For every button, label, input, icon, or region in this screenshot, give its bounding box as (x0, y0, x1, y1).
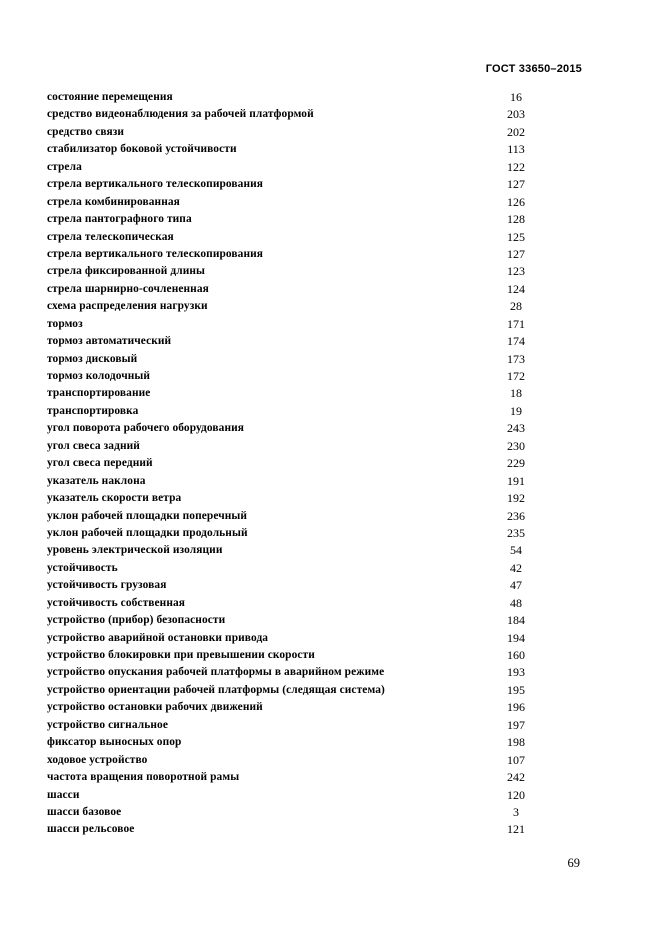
index-term: средство видеонаблюдения за рабочей платформой (47, 108, 314, 121)
index-term: угол свеса передний (47, 457, 153, 470)
index-term-number: 127 (507, 246, 525, 261)
index-term-number: 3 (513, 804, 519, 819)
index-term-number: 128 (507, 212, 525, 227)
index-term: транспортирование (47, 387, 151, 400)
index-entry (47, 542, 547, 559)
index-term-number: 198 (507, 735, 525, 750)
index-term: устройство опускания рабочей платформы в аварийном режиме (47, 666, 385, 679)
index-term-number: 121 (507, 822, 525, 837)
index-term-number: 184 (507, 613, 525, 628)
index-term: тормоз (47, 317, 83, 330)
index-entry (47, 664, 547, 681)
index-term: фиксатор выносных опор (47, 736, 182, 749)
index-term: стрела шарнирно-сочлененная (47, 282, 209, 295)
index-term-number: 122 (507, 159, 525, 174)
index-term-number: 192 (507, 491, 525, 506)
index-term-number: 203 (507, 107, 525, 122)
index-term-number: 48 (510, 595, 522, 610)
index-entry (47, 821, 547, 838)
index-term: уклон рабочей площадки поперечный (47, 509, 248, 522)
index-term-number: 202 (507, 124, 525, 139)
index-term: устройство ориентации рабочей платформы (следящая система) (47, 683, 385, 696)
index-term: уклон рабочей площадки продольный (47, 526, 248, 539)
index-entry (47, 508, 547, 525)
index-entry (47, 804, 547, 821)
index-term-number: 172 (507, 369, 525, 383)
index-term-number: 28 (510, 299, 522, 314)
page-number: 69 (567, 856, 580, 870)
index-term: устройство (прибор) безопасности (47, 614, 226, 627)
index-entry (47, 577, 547, 594)
index-term-number: 230 (507, 438, 525, 453)
index-entry (47, 124, 547, 141)
index-term-number: 19 (510, 403, 522, 418)
index-entry (47, 246, 547, 263)
index-term-number: 194 (507, 630, 525, 645)
index-entry (47, 351, 547, 368)
index-term-number: 173 (507, 351, 525, 366)
index-term: стрела (47, 160, 82, 173)
index-term: шасси (47, 788, 80, 801)
index-entry (47, 734, 547, 751)
index-term-number: 54 (510, 543, 522, 558)
index-term: состояние перемещения (47, 91, 173, 103)
index-term-number: 195 (507, 682, 525, 697)
index-term: устойчивость (47, 561, 118, 574)
index-entry (47, 298, 547, 315)
index-entry (47, 595, 547, 612)
index-term-number: 47 (510, 578, 522, 593)
index-entry (47, 717, 547, 734)
index-term: стрела пантографного типа (47, 213, 192, 226)
index-entry (47, 229, 547, 246)
index-entry (47, 630, 547, 647)
index-term-number: 197 (507, 717, 525, 732)
index-entry (47, 787, 547, 804)
index-entry (47, 647, 547, 664)
index-term: угол поворота рабочего оборудования (47, 422, 245, 435)
index-entry (47, 525, 547, 542)
index-term-number: 174 (507, 334, 525, 349)
index-term: стрела вертикального телескопирования (47, 247, 264, 260)
index-term: устойчивость грузовая (47, 579, 167, 592)
index-term-number: 193 (507, 665, 525, 680)
index-entry (47, 420, 547, 437)
index-entry (47, 612, 547, 629)
index-term: шасси рельсовое (47, 823, 135, 836)
index-term: указатель наклона (47, 474, 146, 487)
index-term: устройство сигнальное (47, 718, 168, 731)
index-entry (47, 263, 547, 280)
index-term: схема распределения нагрузки (47, 300, 208, 313)
index-term: стрела фиксированной длины (47, 265, 206, 278)
index-term-number: 171 (507, 316, 525, 331)
index-entry (47, 455, 547, 472)
index-term: стрела вертикального телескопирования (47, 178, 264, 191)
index-term: стрела телескопическая (47, 230, 174, 243)
index-entry (47, 438, 547, 455)
index-term: стрела комбинированная (47, 195, 180, 208)
index-entry (47, 560, 547, 577)
index-term: транспортировка (47, 404, 139, 417)
index-entry (47, 194, 547, 211)
index-term: устойчивость собственная (47, 596, 186, 609)
index-term: средство связи (47, 125, 125, 138)
index-entry (47, 490, 547, 507)
index-term: тормоз колодочный (47, 370, 151, 382)
index-term-number: 124 (507, 281, 525, 296)
index-term: уровень электрической изоляции (47, 544, 223, 557)
index-term-number: 235 (507, 525, 525, 540)
index-term-number: 196 (507, 700, 525, 715)
index-entry (47, 368, 547, 385)
index-term-number: 229 (507, 456, 525, 471)
term-index-list (47, 89, 547, 839)
index-term-number: 127 (507, 177, 525, 192)
index-entry (47, 176, 547, 193)
index-term-number: 243 (507, 421, 525, 436)
index-entry (47, 211, 547, 228)
index-term: указатель скорости ветра (47, 492, 182, 505)
index-term-number: 236 (507, 508, 525, 523)
index-term: устройство блокировки при превышении скорости (47, 649, 315, 661)
index-entry (47, 316, 547, 333)
index-entry (47, 682, 547, 699)
index-term-number: 107 (507, 752, 525, 767)
index-term-number: 126 (507, 194, 525, 209)
index-term-number: 120 (507, 787, 525, 802)
index-entry (47, 89, 547, 106)
index-entry (47, 141, 547, 158)
index-term-number: 160 (507, 648, 525, 662)
index-term-number: 191 (507, 473, 525, 488)
index-term-number: 42 (510, 560, 522, 575)
index-term: устройство остановки рабочих движений (47, 701, 263, 714)
index-term-number: 113 (507, 142, 525, 157)
index-term: частота вращения поворотной рамы (47, 771, 240, 784)
index-entry (47, 385, 547, 402)
index-entry (47, 159, 547, 176)
index-term: устройство аварийной остановки привода (47, 631, 269, 644)
index-entry (47, 752, 547, 769)
index-entry (47, 769, 547, 786)
index-term-number: 242 (507, 770, 525, 785)
index-term: шасси базовое (47, 805, 122, 818)
index-entry (47, 333, 547, 350)
index-entry (47, 281, 547, 298)
index-term-number: 16 (510, 90, 522, 104)
index-term-number: 123 (507, 264, 525, 279)
index-term: ходовое устройство (47, 753, 148, 766)
index-entry (47, 473, 547, 490)
index-entry (47, 699, 547, 716)
index-term: стабилизатор боковой устойчивости (47, 143, 237, 156)
index-term: угол свеса задний (47, 439, 140, 452)
index-term-number: 125 (507, 229, 525, 244)
index-term-number: 18 (510, 386, 522, 401)
index-entry (47, 106, 547, 123)
index-entry (47, 403, 547, 420)
document-code: ГОСТ 33650–2015 (485, 63, 582, 75)
index-term: тормоз автоматический (47, 335, 172, 348)
index-term: тормоз дисковый (47, 352, 138, 365)
